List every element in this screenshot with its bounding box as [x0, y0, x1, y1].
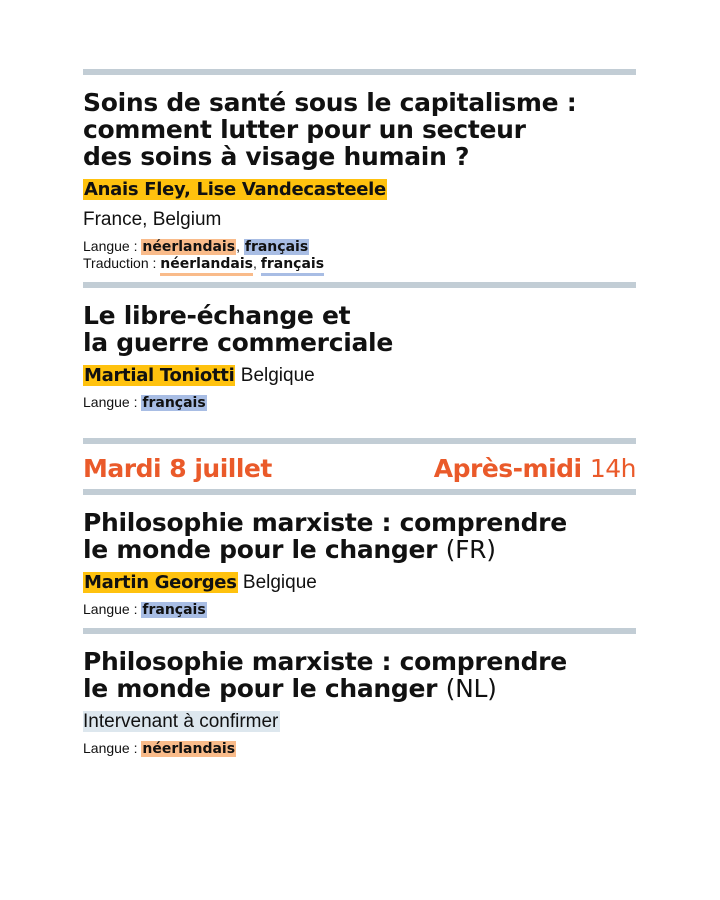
language-label: Langue : — [83, 601, 138, 617]
translation-tag-nl: néerlandais — [160, 256, 253, 276]
session-marxist-philosophy-nl — [83, 634, 636, 757]
speaker-names: Martin Georges — [84, 572, 237, 593]
language-tag-nl: néerlandais — [142, 239, 236, 255]
speaker-names: Martial Toniotti — [84, 365, 235, 386]
language-tag-fr: français — [244, 239, 309, 255]
language-label: Langue : — [83, 740, 138, 756]
speakers — [83, 710, 636, 734]
title-language-suffix: (FR) — [445, 535, 496, 564]
language-line — [83, 740, 636, 757]
session-free-trade — [83, 288, 636, 438]
day-header — [83, 444, 636, 489]
speakers — [83, 364, 636, 388]
language-tag-nl: néerlandais — [142, 741, 236, 757]
language-label: Langue : — [83, 394, 138, 410]
session-title: Philosophie marxiste : comprendre le monde pour le changer (FR) — [83, 508, 567, 564]
translation-label: Traduction : — [83, 255, 157, 271]
time-slot — [434, 454, 636, 483]
speaker-country: Belgique — [240, 365, 315, 386]
speakers — [83, 178, 636, 202]
language-line — [83, 394, 636, 411]
translation-tag-fr: français — [261, 256, 324, 276]
slot-time: 14h — [589, 454, 636, 483]
day-label: Mardi 8 juillet — [83, 454, 272, 483]
session-title: Le libre-échange et la guerre commerciale — [83, 301, 393, 357]
language-label: Langue : — [83, 238, 138, 254]
speaker-country: France, Belgium — [83, 209, 222, 230]
session-title: Soins de santé sous le capitalisme : comment lutter pour un secteur des soins à visage humain ? — [83, 88, 577, 171]
session-healthcare — [83, 75, 636, 282]
program-page — [83, 69, 636, 757]
speakers — [83, 571, 636, 595]
language-line: Langue : néerlandais, français — [83, 238, 309, 255]
speaker-to-be-confirmed: Intervenant à confirmer — [83, 711, 279, 732]
session-marxist-philosophy-fr — [83, 495, 636, 628]
language-tag-fr: français — [142, 395, 206, 411]
translation-line: Traduction : néerlandais, français — [83, 255, 636, 272]
speaker-names: Anais Fley, Lise Vandecasteele — [84, 179, 386, 200]
language-line — [83, 601, 636, 618]
speaker-country: Belgique — [242, 572, 317, 593]
session-title: Philosophie marxiste : comprendre le monde pour le changer (NL) — [83, 647, 567, 703]
slot-label: Après-midi — [433, 454, 582, 483]
title-language-suffix: (NL) — [445, 674, 497, 703]
language-tag-fr: français — [142, 602, 206, 618]
